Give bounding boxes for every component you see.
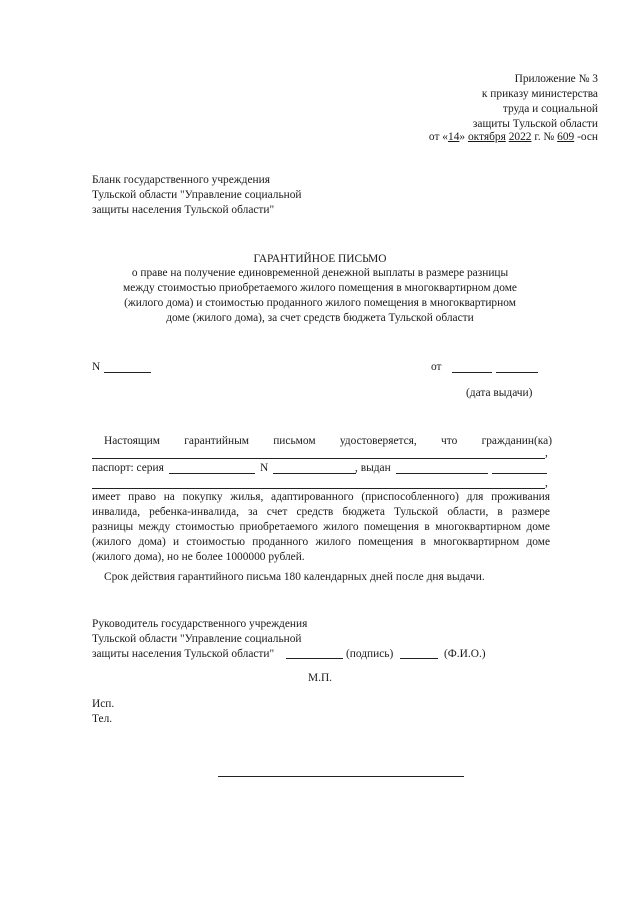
number-blank	[104, 372, 151, 373]
passport-comma: ,	[545, 477, 548, 489]
intro-word-4: удостоверяется,	[339, 435, 417, 447]
appendix-ministry-2: защиты Тульской области	[472, 118, 598, 130]
passport-issued-blank-2	[492, 473, 547, 474]
intro-word-3: письмом	[273, 435, 316, 447]
validity-text: Срок действия гарантийного письма 180 календарных дней после дня выдачи.	[104, 571, 485, 583]
para-line-2: инвалида, ребенка-инвалида, за счет средств бюджета Тульской области, в размере	[92, 506, 550, 518]
letterhead-line-2: Тульской области "Управление социальной	[92, 189, 302, 201]
para-line-1: имеет право на покупку жилья, адаптированного (приспособленного) для проживания	[92, 491, 550, 503]
intro-word-2: гарантийным	[184, 435, 249, 447]
passport-issued-label: , выдан	[355, 462, 391, 474]
passport-series-label: паспорт: серия	[92, 462, 164, 474]
passport-issued-blank-3	[92, 488, 545, 489]
title-line-1: о праве на получение единовременной денежной выплаты в размере разницы	[131, 267, 509, 279]
intro-word-6: гражданин(ка)	[481, 435, 552, 447]
passport-issued-blank-1	[396, 473, 488, 474]
stamp-place: М.П.	[307, 672, 333, 684]
intro-line	[104, 434, 552, 449]
title-line-3: (жилого дома) и стоимостью проданного жилого помещения в многоквартирном	[124, 297, 516, 309]
number-label: N	[92, 361, 101, 373]
date-month: октября	[467, 131, 506, 143]
appendix-ministry-1: труда и социальной	[502, 103, 598, 115]
citizen-name-blank	[92, 458, 545, 459]
document-heading: ГАРАНТИЙНОЕ ПИСЬМО	[253, 253, 387, 265]
intro-word-5: что	[441, 435, 458, 447]
date-day-close: »	[459, 131, 468, 143]
title-line-4: доме (жилого дома), за счет средств бюджета Тульской области	[166, 312, 474, 324]
year-suffix: г. №	[531, 131, 558, 143]
appendix-order-ref: к приказу министерства	[481, 88, 598, 100]
date-day: 14	[448, 131, 460, 143]
date-year: 2022	[508, 131, 532, 143]
executor-label: Исп.	[92, 698, 115, 710]
order-suffix: -осн	[574, 131, 598, 143]
signature-blank	[286, 658, 343, 659]
date-blank-1	[452, 372, 492, 373]
appendix-date-number	[429, 130, 598, 145]
signature-line-2: Тульской области "Управление социальной	[92, 633, 302, 645]
date-prefix: от «	[428, 131, 448, 143]
fio-caption: (Ф.И.О.)	[444, 648, 486, 660]
date-caption: (дата выдачи)	[466, 387, 533, 399]
date-label: от	[431, 361, 442, 373]
fio-blank	[400, 658, 438, 659]
appendix-title: Приложение № 3	[514, 73, 598, 85]
para-line-4: (жилого дома) и стоимостью проданного жилого помещения в многоквартирном доме	[92, 536, 550, 548]
title-line-2: между стоимостью приобретаемого жилого помещения в многоквартирном доме	[123, 282, 517, 294]
letterhead-line-1: Бланк государственного учреждения	[92, 174, 270, 186]
passport-series-blank	[169, 473, 255, 474]
para-line-5: (жилого дома), но не более 1000000 рублей.	[92, 551, 305, 563]
date-blank-2	[496, 372, 538, 373]
signature-caption: (подпись)	[346, 648, 394, 660]
signature-line-1: Руководитель государственного учреждения	[92, 618, 308, 630]
order-number: 609	[557, 131, 575, 143]
signature-line-3: защиты населения Тульской области"	[92, 648, 275, 660]
passport-number-blank	[273, 473, 356, 474]
para-line-3: разницы между стоимостью приобретаемого жилого помещения в многоквартирном доме	[92, 521, 550, 533]
closing-divider	[218, 776, 464, 777]
phone-label: Тел.	[92, 713, 113, 725]
passport-number-label: N	[260, 462, 269, 474]
intro-word-1: Настоящим	[104, 435, 160, 447]
citizen-comma: ,	[545, 447, 548, 459]
letterhead-line-3: защиты населения Тульской области"	[92, 204, 275, 216]
